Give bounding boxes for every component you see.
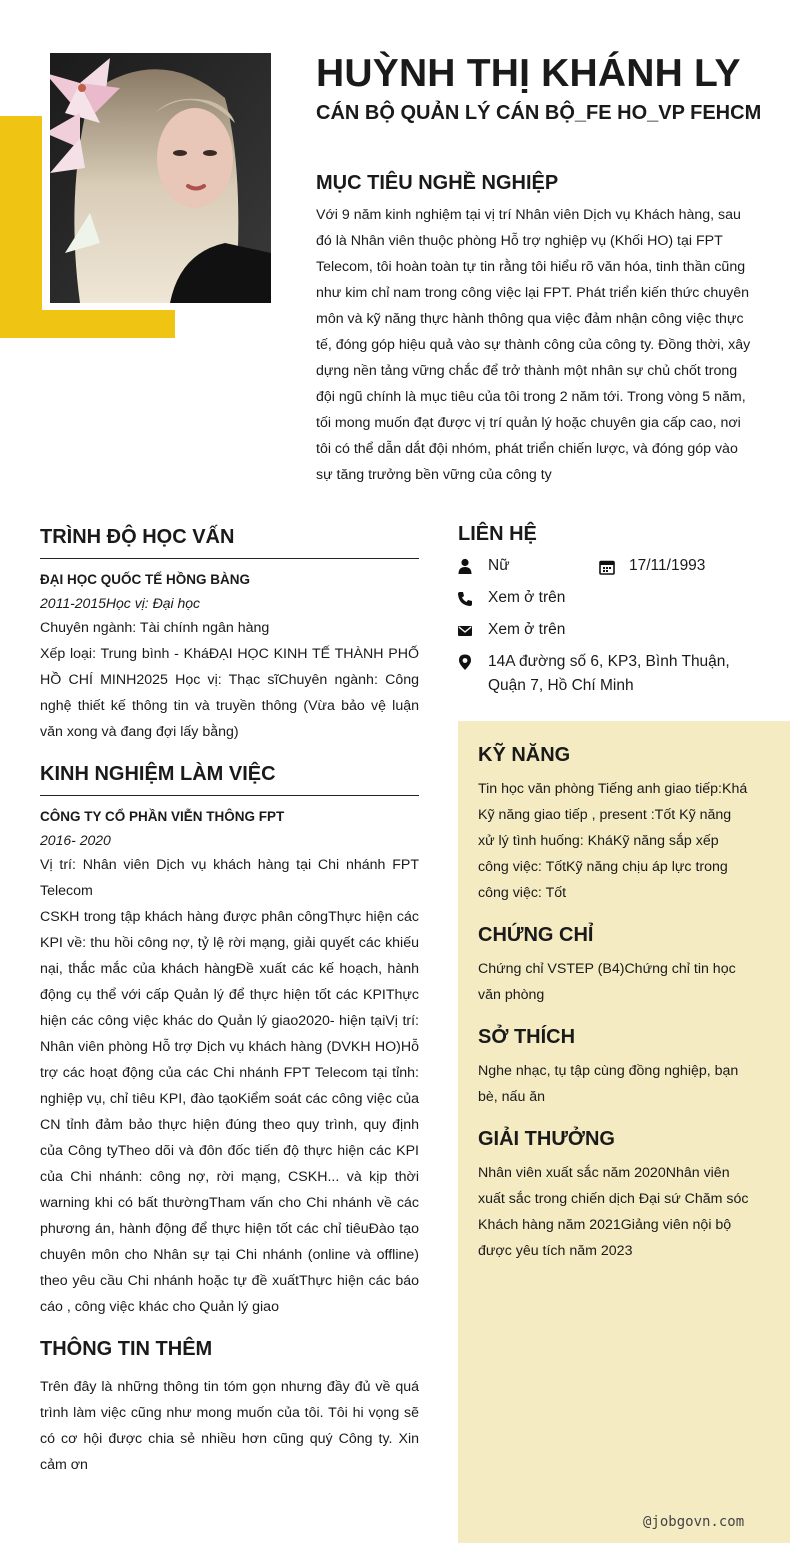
phone-icon	[457, 591, 473, 607]
contact-gender: Nữ	[488, 557, 510, 574]
goal-text: Với 9 năm kinh nghiệm tại vị trí Nhân viên Dịch vụ Khách hàng, sau đó là Nhân viên thuộc phòng Hỗ trợ nghiệp vụ (Khối HO) tại FPT Telecom, tôi hoàn toàn tự tin rằng tôi hiểu rõ văn hóa, tinh thần cũng như kim chỉ nam trong công việc lại FPT. Phát triển kiến thức chuyên môn và kỹ năng thực hành thông qua việc đảm nhận công việc thực tế, đóng góp hiệu quả vào sự thành công của công ty. Đồng thời, xây dựng nền tảng vững chắc để trở thành một nhân sự chủ chốt trong đội ngũ chính là mục tiêu của tôi trong 2 năm tới. Trong vòng 5 năm, tối mong muốn đạt được vị trí quản lý hoặc chuyên gia cấp cao, nơi tôi có thể dẫn dắt đội nhóm, phát triển chiến lược, và đóng góp vào sự tăng trưởng bền vững của công ty	[316, 207, 751, 483]
certificates-heading: CHỨNG CHỈ	[478, 924, 594, 946]
person-icon	[457, 558, 473, 574]
experience-heading: KINH NGHIỆM LÀM VIỆC	[40, 763, 276, 785]
watermark: @jobgovn.com	[643, 1514, 745, 1530]
education-details: Xếp loại: Trung bình - KháĐẠI HỌC KINH TẾ THÀNH PHỐ HỒ CHÍ MINH2025 Học vị: Thạc sĩChuyên ngành: Công nghệ thiết kế thông tin và truyền thông (Vừa bảo vệ luận văn xong và đang đợi lấy bằng)	[40, 646, 419, 740]
more-info-text: Trên đây là những thông tin tóm gọn nhưng đầy đủ về quá trình làm việc cũng như mong muốn của tôi. Tôi hi vọng sẽ có cơ hội được chia sẻ nhiều hơn cũng quý Công ty. Xin cảm ơn	[40, 1379, 419, 1473]
contact-email[interactable]: Xem ở trên	[488, 621, 566, 638]
contact-phone[interactable]: Xem ở trên	[488, 589, 566, 606]
experience-period: 2016- 2020	[40, 832, 111, 848]
skills-heading: KỸ NĂNG	[478, 744, 571, 766]
education-divider	[40, 558, 419, 559]
awards-text: Nhân viên xuất sắc năm 2020Nhân viên xuất sắc trong chiến dịch Đại sứ Chăm sóc Khách hàng năm 2021Giảng viên nội bộ được yêu tích năm 2023	[478, 1165, 749, 1259]
profile-photo	[50, 53, 271, 303]
contact-birthday: 17/11/1993	[629, 557, 706, 574]
education-major: Chuyên ngành: Tài chính ngân hàng	[40, 620, 270, 636]
hobbies-heading: SỞ THÍCH	[478, 1026, 576, 1048]
location-icon	[457, 654, 473, 670]
experience-details: CSKH trong tập khách hàng được phân côngThực hiện các KPI về: thu hồi công nợ, tỷ lệ rời mạng, giải quyết các khiếu nại, thắc mắc của khách hàngĐề xuất các kế hoạch, hành động cụ thể với cấp Quản lý để thực hiện tốt các KPIThực hiện các công việc khác do Quản lý giao2020- hiện tạiVị trí: Nhân viên phòng Hỗ trợ Dịch vụ khách hàng (DVKH HO)Hỗ trợ các hoạt động của các Chi nhánh FPT Telecom tại tỉnh: nghiệp vụ, chỉ tiêu KPI, đào tạoKiểm soát các công việc của CN tỉnh đảm bảo thực hiện đúng theo quy trình, quy định của Công tyTheo dõi và đôn đốc tiến độ thực hiện các KPI của Chi nhánh: công nợ, rời mạng, CSKH... và kịp thời warning khi có bất thườngTham vấn cho Chi nhánh về các phương án, hành động để thực hiện tốt các chỉ tiêuĐào tạo chuyên môn cho Nhân sự tại Chi nhánh (online và offline) theo yêu cầu Chi nhánh hoặc tự đề xuấtThực hiện các báo cáo , công việc khác cho Quản lý giao	[40, 909, 419, 1315]
email-icon	[457, 623, 473, 639]
education-school: ĐẠI HỌC QUỐC TẾ HỒNG BÀNG	[40, 572, 251, 587]
awards-heading: GIẢI THƯỞNG	[478, 1128, 615, 1150]
profile-photo-illustration	[50, 53, 271, 303]
candidate-position: CÁN BỘ QUẢN LÝ CÁN BỘ_FE HO_VP FEHCM	[316, 102, 762, 124]
contact-heading: LIÊN HỆ	[458, 523, 537, 545]
hobbies-text: Nghe nhạc, tụ tập cùng đồng nghiệp, bạn bè, nấu ăn	[478, 1063, 739, 1105]
education-heading: TRÌNH ĐỘ HỌC VẤN	[40, 526, 235, 548]
calendar-icon	[599, 559, 615, 575]
experience-position: Vị trí: Nhân viên Dịch vụ khách hàng tại Chi nhánh FPT Telecom	[40, 857, 419, 899]
more-info-heading: THÔNG TIN THÊM	[40, 1338, 213, 1360]
candidate-name: HUỲNH THỊ KHÁNH LY	[316, 52, 741, 95]
certificates-text: Chứng chỉ VSTEP (B4)Chứng chỉ tin học văn phòng	[478, 961, 736, 1003]
experience-divider	[40, 795, 419, 796]
contact-address: 14A đường số 6, KP3, Bình Thuận, Quận 7, Hồ Chí Minh	[488, 653, 730, 694]
skills-text: Tin học văn phòng Tiếng anh giao tiếp:Khá Kỹ năng giao tiếp , present :Tốt Kỹ năng xử lý tình huống: KháKỹ năng sắp xếp công việc: TốtKỹ năng chịu áp lực trong công việc: Tốt	[478, 781, 748, 901]
experience-company: CÔNG TY CỔ PHẦN VIỄN THÔNG FPT	[40, 809, 285, 824]
goal-heading: MỤC TIÊU NGHỀ NGHIỆP	[316, 172, 559, 194]
education-period: 2011-2015Học vị: Đại học	[40, 595, 201, 611]
